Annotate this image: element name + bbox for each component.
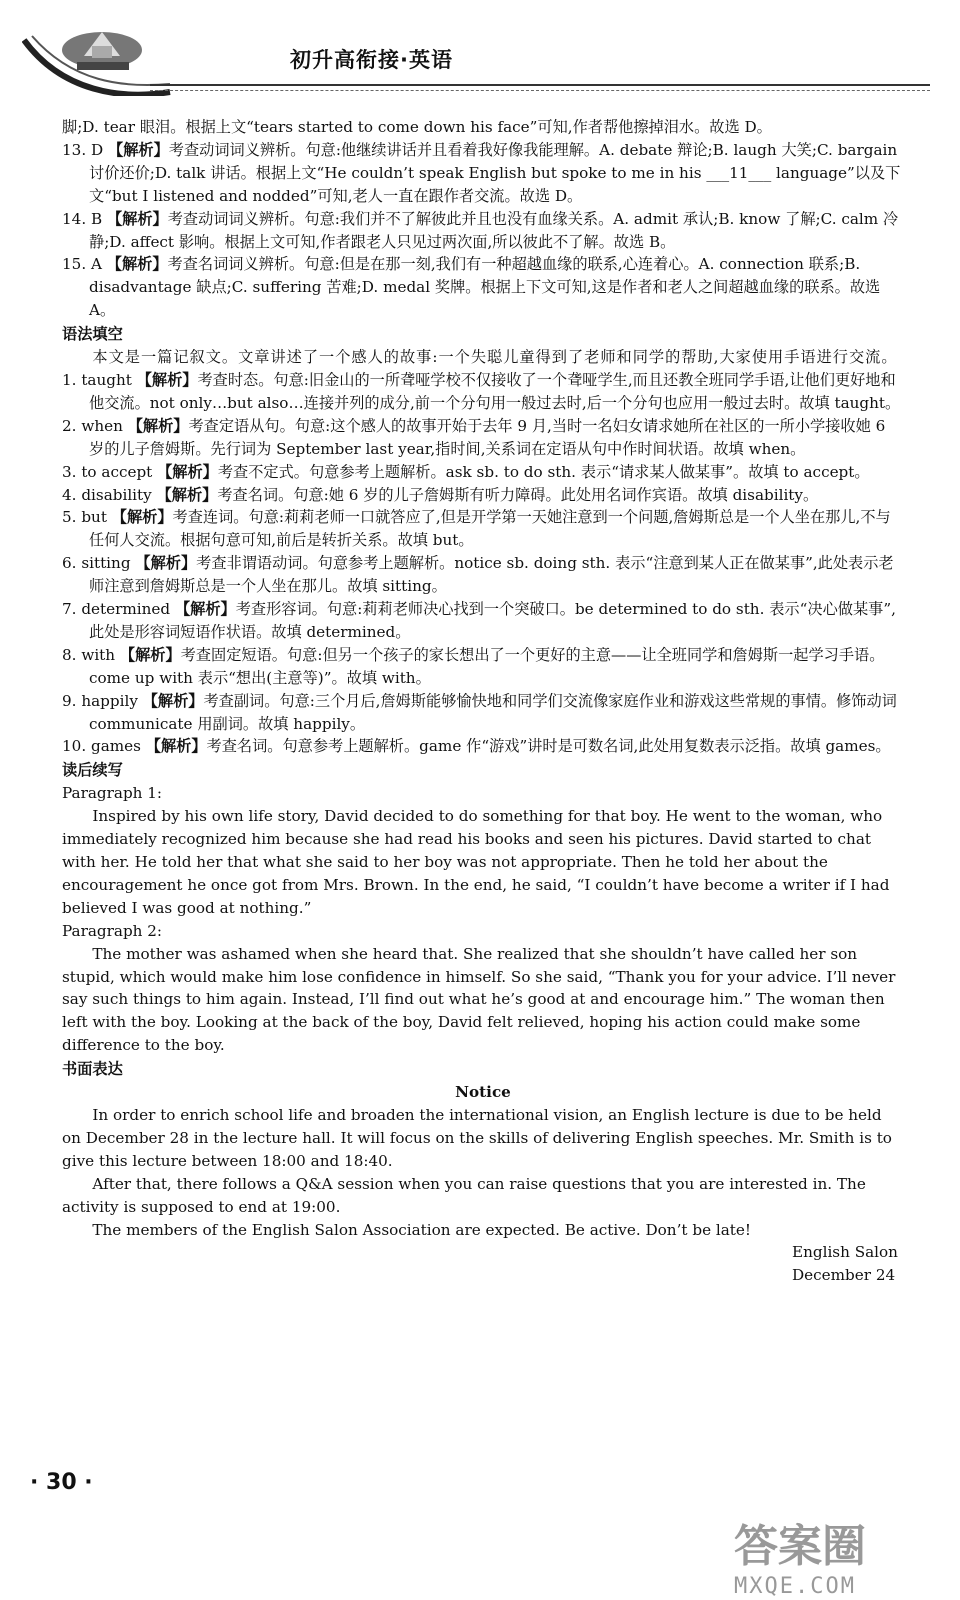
watermark-url: MXQE.COM [734, 1574, 856, 1599]
grammar-item: 6. sitting 【解析】考查非谓语动词。句意参考上题解析。notice sb. doing sth. 表示“注意到某人正在做某事”,此处表示老师注意到詹姆斯总是一个人坐在那儿。故填 sitting。 [62, 554, 894, 596]
page-title: 初升高衔接·英语 [290, 48, 453, 72]
grammar-item: 9. happily 【解析】考查副词。句意:三个月后,詹姆斯能够愉快地和同学们交流像家庭作业和游戏这些常规的事情。修饰动词 communicate 用副词。故填 happily。 [62, 691, 897, 733]
paragraph-1-text: Inspired by his own life story, David decided to do something for that boy. He went to the woman, who immediately recognized him because she had read his books and seen his pictures. David started to chat with her. He told her that what she said to her boy was not appropriate. Then he told her about the encouragement he once got from Mrs. Brown. In the end, he said, “I couldn’t have become a writer if I had believed I was good at nothing.” [62, 807, 890, 917]
grammar-item: 5. but 【解析】考查连词。句意:莉莉老师一口就答应了,但是开学第一天她注意到一个问题,詹姆斯总是一个人坐在那儿,不与任何人交流。根据句意可知,前后是转折关系。故填 but。 [62, 508, 891, 550]
grammar-item: 3. to accept 【解析】考查不定式。句意参考上题解析。ask sb. to do sth. 表示“请求某人做某事”。故填 to accept。 [62, 462, 870, 481]
grammar-item: 1. taught 【解析】考查时态。句意:旧金山的一所聋哑学校不仅接收了一个聋哑学生,而且还教全班同学手语,让他们更好地和他交流。not only…but also…连接并列的成分,前一个分句用一般过去时,后一个分句也应用一般过去时。故填 taught。 [62, 370, 901, 412]
grammar-item: 7. determined 【解析】考查形容词。句意:莉莉老师决心找到一个突破口。be determined to do sth. 表示“决心做某事”,此处是形容词短语作状语。故填 determined。 [62, 600, 896, 641]
section-title-continuation: 读后续写 [62, 761, 123, 780]
notice-signature-org: English Salon [792, 1243, 898, 1262]
header-rule [150, 84, 930, 86]
notice-paragraph: In order to enrich school life and broaden the international vision, an English lecture is due to be held on December 28 in the lecture hall. It will focus on the skills of delivering English speeches. Mr. Smith is to give this lecture between 18:00 and 18:40. [62, 1105, 892, 1170]
notice-paragraph: The members of the English Salon Association are expected. Be active. Don’t be late! [92, 1220, 751, 1239]
answer-content [62, 116, 904, 1287]
watermark-logo-text: 答案圈 [734, 1521, 866, 1572]
answer-continuation: 脚;D. tear 眼泪。根据上文“tears started to come down his face”可知,作者帮他擦掉泪水。故选 D。 [62, 118, 772, 136]
notice-signature-date: December 24 [792, 1266, 896, 1285]
page-number: · 30 · [30, 1470, 93, 1495]
section-title-grammar: 语法填空 [62, 325, 123, 344]
answer-item-15: 15. A 【解析】考查名词词义辨析。句意:但是在那一刻,我们有一种超越血缘的联系,心连着心。A. connection 联系;B. disadvantage 缺点;C. suffering 苦难;D. medal 奖牌。根据上下文可知,这是作者和老人之间超越血缘的联系。故选 A。 [62, 255, 881, 320]
notice-paragraph: After that, there follows a Q&A session when you can raise questions that you are interested in. The activity is supposed to end at 19:00. [62, 1174, 866, 1216]
notice-title: Notice [455, 1083, 511, 1102]
page-header [0, 0, 960, 100]
site-watermark [734, 1510, 924, 1599]
answer-item-13: 13. D 【解析】考查动词词义辨析。句意:他继续讲话并且看着我好像我能理解。A. debate 辩论;B. laugh 大笑;C. bargain 讨价还价;D. talk 讲话。根据上文“He couldn’t speak English but spoke to me in his ___11___ language”以及下文“but I listened and nodded”可知,老人一直在跟作者交流。故选 D。 [62, 140, 901, 205]
grammar-item: 2. when 【解析】考查定语从句。句意:这个感人的故事开始于去年 9 月,当时一名妇女请求她所在社区的一所小学接收她 6 岁的儿子詹姆斯。先行词为 September last year,指时间,关系词在定语从句中作时间状语。故填 when。 [62, 416, 886, 458]
paragraph-2-text: The mother was ashamed when she heard that. She realized that she shouldn’t have called her son stupid, which would make him lose confidence in himself. So she said, “Thank you for your advice. I’ll never say such things to him again. Instead, I’ll find out what he’s good at and encourage him.” The woman then left with the boy. Looking at the back of the boy, David felt relieved, hoping his action could make some difference to the boy. [62, 944, 896, 1055]
paragraph-1-label: Paragraph 1: [62, 784, 163, 803]
answer-item-14: 14. B 【解析】考查动词词义辨析。句意:我们并不了解彼此并且也没有血缘关系。A. admit 承认;B. know 了解;C. calm 冷静;D. affect 影响。根据上文可知,作者跟老人只见过两次面,所以彼此不了解。故选 B。 [62, 209, 899, 251]
grammar-item: 4. disability 【解析】考查名词。句意:她 6 岁的儿子詹姆斯有听力障碍。此处用名词作宾语。故填 disability。 [62, 485, 819, 504]
grammar-intro: 本文是一篇记叙文。文章讲述了一个感人的故事:一个失聪儿童得到了老师和同学的帮助,大家使用手语进行交流。 [92, 348, 898, 367]
section-title-writing: 书面表达 [62, 1060, 123, 1079]
paragraph-2-label: Paragraph 2: [62, 921, 163, 940]
grammar-item: 8. with 【解析】考查固定短语。句意:但另一个孩子的家长想出了一个更好的主意——让全班同学和詹姆斯一起学习手语。come up with 表示“想出(主意等)”。故填 with。 [62, 645, 885, 687]
grammar-item: 10. games 【解析】考查名词。句意参考上题解析。game 作“游戏”讲时是可数名词,此处用复数表示泛指。故填 games。 [62, 737, 891, 756]
header-rule-dashed [150, 90, 930, 91]
grammar-items [62, 369, 904, 758]
